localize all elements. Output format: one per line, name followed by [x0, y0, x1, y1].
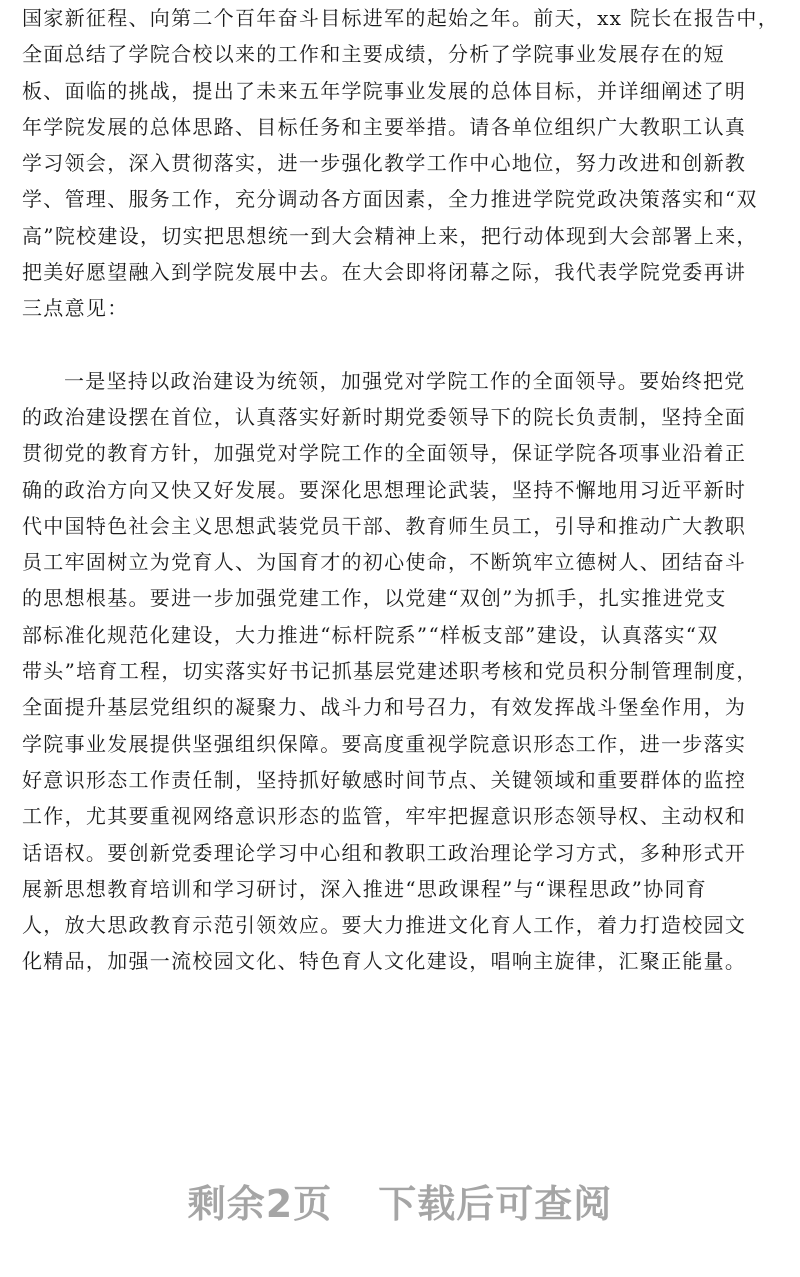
- text-line: 确的政治方向又快又好发展。要深化思想理论武装，坚持不懈地用习近平新时: [22, 477, 747, 502]
- remaining-pages-label[interactable]: 剩余2页: [187, 1182, 333, 1226]
- text-line: 好意识形态工作责任制，坚持抓好敏感时间节点、关键领域和重要群体的监控: [22, 767, 747, 792]
- text-line: 代中国特色社会主义思想武装党员干部、教育师生员工，引导和推动广大教职: [22, 513, 747, 538]
- text-line: 年学院发展的总体思路、目标任务和主要举措。请各单位组织广大教职工认真: [22, 114, 747, 139]
- text-line: 的政治建设摆在首位，认真落实好新时期党委领导下的院长负责制，坚持全面: [22, 404, 747, 429]
- text-line: 高”院校建设，切实把思想统一到大会精神上来，把行动体现到大会部署上来，: [22, 223, 758, 248]
- text-line: 国家新征程、向第二个百年奋斗目标进军的起始之年。前天，xx 院长在报告中，: [22, 6, 780, 30]
- text-line: 话语权。要创新党委理论学习中心组和教职工政治理论学习方式，多种形式开: [22, 840, 747, 865]
- text-line: 全面提升基层党组织的凝聚力、战斗力和号召力，有效发挥战斗堡垒作用，为: [22, 695, 747, 720]
- text-line: 员工牢固树立为党育人、为国育才的初心使命，不断筑牢立德树人、团结奋斗: [22, 550, 747, 575]
- paragraph-1: [22, 0, 778, 327]
- text-line: 学院事业发展提供坚强组织保障。要高度重视学院意识形态工作，进一步落实: [22, 731, 747, 756]
- text-line: 展新思想教育培训和学习研讨，深入推进“思政课程”与“课程思政”协同育: [22, 876, 708, 901]
- paragraph-2: [22, 363, 778, 980]
- text-line: 化精品，加强一流校园文化、特色育人文化建设，唱响主旋律，汇聚正能量。: [22, 949, 747, 974]
- text-line: 带头”培育工程，切实落实好书记抓基层党建述职考核和党员积分制管理制度，: [22, 659, 758, 684]
- text-line: 学、管理、服务工作，充分调动各方面因素，全力推进学院党政决策落实和“双: [22, 187, 758, 212]
- text-line: 部标准化规范化建设，大力推进“标杆院系”“样板支部”建设，认真落实“双: [22, 622, 719, 647]
- text-line: 学习领会，深入贯彻落实，进一步强化教学工作中心地位，努力改进和创新教: [22, 151, 747, 176]
- text-line: 贯彻党的教育方针，加强党对学院工作的全面领导，保证学院各项事业沿着正: [22, 441, 747, 466]
- text-line: 全面总结了学院合校以来的工作和主要成绩，分析了学院事业发展存在的短: [22, 42, 725, 67]
- text-line: 的思想根基。要进一步加强党建工作，以党建“双创”为抓手，扎实推进党支: [22, 586, 727, 611]
- document-body: [22, 0, 778, 980]
- text-line: 板、面临的挑战，提出了未来五年学院事业发展的总体目标，并详细阐述了明: [22, 78, 747, 103]
- paragraph-spacer: [22, 327, 778, 363]
- text-line: 把美好愿望融入到学院发展中去。在大会即将闭幕之际，我代表学院党委再讲: [22, 260, 747, 285]
- text-line: 人，放大思政教育示范引领效应。要大力推进文化育人工作，着力打造校园文: [22, 913, 747, 938]
- text-line: 一是坚持以政治建设为统领，加强党对学院工作的全面领导。要始终把党: [64, 368, 746, 393]
- text-line: 工作，尤其要重视网络意识形态的监管，牢牢把握意识形态领导权、主动权和: [22, 804, 747, 829]
- download-to-view-label[interactable]: 下载后可查阅: [378, 1182, 613, 1226]
- download-prompt-banner[interactable]: [0, 1173, 800, 1233]
- text-line: 三点意见：: [22, 296, 129, 321]
